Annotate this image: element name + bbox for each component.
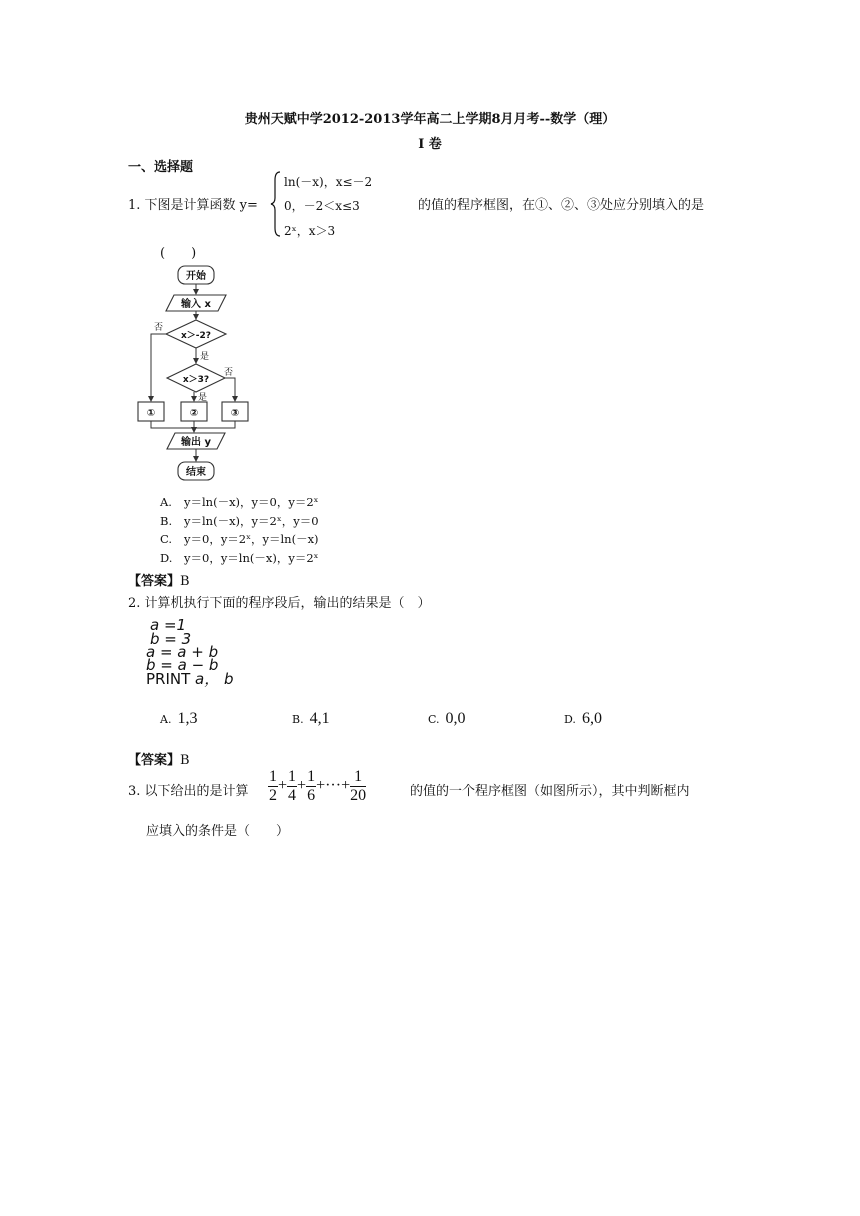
- flow-input-text: 输入 x: [181, 299, 211, 310]
- plus-sign: +: [278, 777, 288, 795]
- print-args: a， b: [190, 670, 234, 688]
- flow-no2-label: 否: [224, 368, 234, 378]
- flow-box3-text: ③: [230, 408, 240, 419]
- option-label: D.: [160, 551, 173, 565]
- piece-3: 2ˣ，x＞3: [284, 224, 336, 238]
- q1-option-d: [160, 550, 319, 566]
- flow-no1-label: 否: [154, 323, 164, 333]
- option-label: B.: [160, 514, 173, 528]
- q1-option-a: [160, 494, 319, 510]
- option-value: 0,0: [445, 710, 466, 727]
- ellipsis: +···+: [316, 777, 351, 795]
- q1-prefix: 1. 下图是计算函数 y=: [128, 198, 258, 213]
- q3-prefix: 3. 以下给出的是计算: [128, 784, 249, 799]
- print-keyword: PRINT: [146, 670, 191, 688]
- flow-output-text: 输出 y: [181, 437, 211, 448]
- piece-2: 0，－2＜x≤3: [284, 199, 360, 213]
- answer-label: 【答案】: [128, 574, 181, 589]
- q2-option-c: [428, 710, 466, 728]
- code-line-4: b = a − b: [146, 656, 219, 674]
- answer-value: B: [180, 753, 190, 768]
- q2-option-a: [160, 710, 197, 728]
- flow-yes2-label: 是: [198, 393, 208, 403]
- flow-box1-text: ①: [146, 408, 156, 419]
- fraction-1: $\frac{1}{2}$: [269, 768, 277, 804]
- q1-option-c: [160, 531, 319, 547]
- fraction-4: $\frac{1}{20}$: [350, 768, 367, 804]
- fraction-3: $\frac{1}{6}$: [307, 768, 316, 804]
- flow-cond1-text: x＞-2?: [180, 331, 212, 341]
- option-label: B.: [292, 713, 304, 726]
- plus-sign: +: [297, 777, 307, 795]
- volume-label: I 卷: [418, 137, 442, 152]
- q2-option-d: [564, 710, 602, 728]
- answer-label: 【答案】: [128, 753, 181, 768]
- q2-option-b: [292, 710, 330, 728]
- q3-suffix: 的值的一个程序框图（如图所示），其中判断框内: [410, 784, 690, 799]
- q1-answer: [128, 570, 190, 589]
- option-label: C.: [160, 532, 173, 546]
- option-value: 6,0: [581, 710, 602, 727]
- section-heading: 一、选择题: [128, 160, 194, 175]
- flow-cond2-text: x＞3?: [182, 375, 210, 385]
- code-line-print: [146, 672, 234, 686]
- piece-1: ln(－x)，x≤－2: [284, 175, 373, 189]
- option-label: D.: [564, 713, 576, 726]
- q2-answer: [128, 749, 190, 768]
- code-line-3: a = a + b: [146, 643, 219, 661]
- answer-value: B: [180, 574, 190, 589]
- option-text: y＝ln(－x)，y＝0，y＝2ˣ: [184, 495, 319, 509]
- code-line-1: a =1: [150, 616, 187, 634]
- q1-suffix: 的值的程序框图，在①、②、③处应分别填入的是: [418, 198, 705, 213]
- q1-answer-paren: ( ): [160, 246, 197, 261]
- option-label: C.: [428, 713, 440, 726]
- flow-yes1-label: 是: [200, 352, 210, 362]
- q3-series: [268, 768, 366, 805]
- option-label: A.: [160, 495, 172, 509]
- flow-box2-text: ②: [189, 408, 199, 419]
- option-text: y＝0，y＝ln(－x)，y＝2ˣ: [184, 551, 319, 565]
- option-value: 1,3: [177, 710, 198, 727]
- piecewise-brace: [270, 170, 284, 238]
- flow-start-text: 开始: [186, 271, 206, 282]
- document-title: 贵州天赋中学2012-2013学年高二上学期8月月考--数学（理）: [244, 112, 616, 127]
- code-line-2: b = 3: [150, 630, 192, 648]
- option-value: 4,1: [309, 710, 330, 727]
- q1-option-b: [160, 513, 319, 529]
- q2-question: 2. 计算机执行下面的程序段后，输出的结果是（ ）: [128, 596, 431, 611]
- flow-end-text: 结束: [186, 467, 206, 478]
- option-text: y＝0，y＝2ˣ，y＝ln(－x): [184, 532, 319, 546]
- q3-line2: 应填入的条件是（ ）: [146, 824, 290, 839]
- flowchart: [128, 262, 268, 486]
- option-text: y＝ln(－x)，y＝2ˣ，y＝0: [184, 514, 319, 528]
- fraction-2: $\frac{1}{4}$: [288, 768, 297, 804]
- option-label: A.: [160, 713, 172, 726]
